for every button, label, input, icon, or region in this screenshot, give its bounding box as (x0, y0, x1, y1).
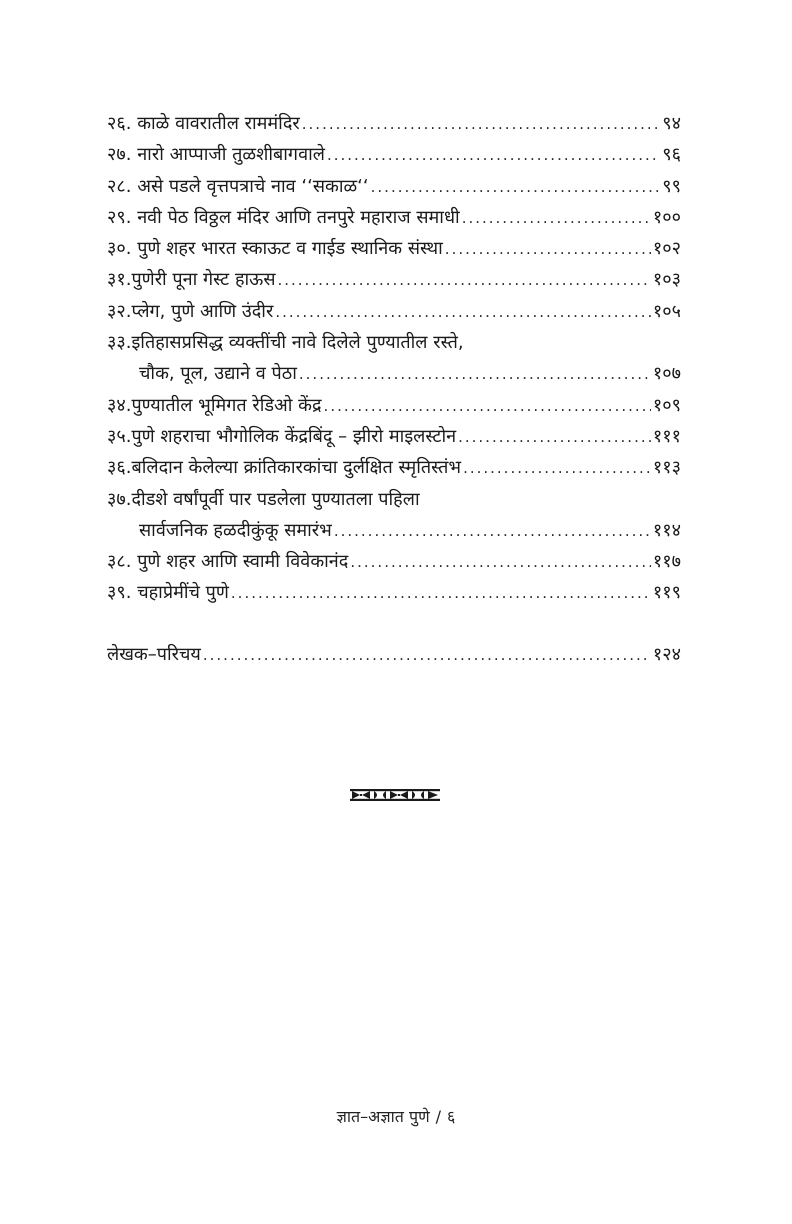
entry-page: १०३ (652, 269, 681, 291)
book-title: ज्ञात–अज्ञात पुणे (336, 1107, 430, 1126)
dot-leader (334, 516, 651, 547)
entry-title: असे पडले वृत्तपत्राचे नाव ‘‘सकाळ‘‘ (137, 175, 369, 197)
dot-leader (463, 453, 651, 484)
entry-title: काळे वावरातील राममंदिर (137, 113, 300, 134)
entry-page: १०७ (652, 363, 681, 385)
toc-entry-35[interactable] (107, 421, 681, 452)
toc-entry-38[interactable] (107, 546, 681, 577)
dot-leader (350, 547, 651, 578)
page-number: ६ (447, 1107, 456, 1126)
entry-title: चहाप्रेमींचे पुणे (137, 582, 229, 604)
dot-leader (462, 203, 651, 234)
dot-leader (302, 109, 661, 140)
dot-leader (231, 578, 651, 609)
dot-leader (277, 265, 650, 296)
entry-number: ३५. (107, 425, 132, 447)
toc-entry-37-continued[interactable] (107, 515, 681, 546)
toc-entry-27[interactable] (107, 139, 681, 170)
dot-leader (445, 234, 651, 265)
entry-page: १०० (652, 206, 681, 228)
entry-page: ९४ (662, 113, 681, 134)
entry-page: १२४ (652, 643, 681, 665)
entry-page: ११४ (652, 519, 681, 541)
table-of-contents (107, 108, 681, 670)
toc-entry-29[interactable] (107, 202, 681, 233)
entry-title-continued: सार्वजनिक हळदीकुंकू समारंभ (139, 519, 332, 541)
entry-number: ३७. (107, 488, 132, 510)
toc-entry-31[interactable] (107, 264, 681, 295)
dot-leader (275, 297, 651, 328)
dot-leader (371, 172, 661, 203)
entry-title: प्लेग, पुणे आणि उंदीर (131, 300, 274, 322)
entry-title: नारो आप्पाजी तुळशीबागवाले (137, 144, 325, 166)
entry-number: ३२. (107, 300, 132, 322)
dot-leader (327, 140, 660, 171)
entry-title-continued: चौक, पूल, उद्याने व पेठा (139, 363, 297, 385)
entry-number: २९. (107, 206, 132, 228)
entry-number: ३४. (107, 394, 132, 416)
entry-number: ३०. (107, 238, 132, 260)
entry-page: ११९ (652, 582, 681, 604)
entry-page: ११३ (652, 457, 681, 479)
entry-number: २६. (107, 113, 132, 134)
entry-number: ३८. (107, 551, 132, 573)
entry-title: पुण्यातील भूमिगत रेडिओ केंद्र (131, 394, 322, 416)
entry-page: ११७ (652, 551, 681, 573)
dot-leader (299, 359, 651, 390)
entry-title: पुणेरी पूना गेस्ट हाऊस (131, 269, 276, 291)
toc-entry-author-intro[interactable] (107, 639, 681, 670)
entry-number: २८. (107, 175, 132, 197)
toc-entry-32[interactable] (107, 296, 681, 327)
entry-number: २७. (107, 144, 132, 166)
decorative-divider-icon (350, 789, 440, 801)
footer-separator: / (435, 1107, 442, 1126)
entry-number: ३६. (107, 457, 132, 479)
toc-entry-39[interactable] (107, 577, 681, 608)
entry-title: पुणे शहराचा भौगोलिक केंद्रबिंदू – झीरो माइलस्टोन (131, 425, 457, 447)
entry-title: बलिदान केलेल्या क्रांतिकारकांचा दुर्लक्षित स्मृतिस्तंभ (131, 457, 462, 479)
page-footer (0, 1105, 792, 1127)
dot-leader (458, 422, 651, 453)
dot-leader (203, 640, 651, 671)
toc-entry-28[interactable] (107, 171, 681, 202)
toc-entry-33[interactable] (107, 327, 681, 358)
toc-entry-30[interactable] (107, 233, 681, 264)
entry-title: पुणे शहर आणि स्वामी विवेकानंद (137, 551, 349, 573)
entry-number: ३१. (107, 269, 132, 291)
entry-page: १०९ (652, 394, 681, 416)
toc-entry-37[interactable] (107, 484, 681, 515)
toc-entry-33-continued[interactable] (107, 358, 681, 389)
toc-entry-34[interactable] (107, 390, 681, 421)
entry-title: पुणे शहर भारत स्काऊट व गाईड स्थानिक संस्था (137, 238, 443, 260)
entry-title: नवी पेठ विठ्ठल मंदिर आणि तनपुरे महाराज समाधी (137, 206, 460, 228)
spacer (107, 609, 681, 639)
toc-entry-36[interactable] (107, 452, 681, 483)
entry-number: ३९. (107, 582, 132, 604)
entry-page: १११ (652, 425, 681, 447)
entry-number: ३३. (107, 332, 132, 354)
entry-page: ९६ (662, 144, 681, 166)
entry-title: दीडशे वर्षांपूर्वी पार पडलेला पुण्यातला पहिला (131, 488, 420, 510)
entry-page: १०५ (652, 300, 681, 322)
entry-title: लेखक–परिचय (107, 643, 201, 665)
entry-page: ९९ (662, 175, 681, 197)
entry-page: १०२ (652, 238, 681, 260)
toc-entry-26[interactable] (107, 108, 681, 139)
dot-leader (324, 391, 651, 422)
entry-title: इतिहासप्रसिद्ध व्यक्तींची नावे दिलेले पुण्यातील रस्ते, (131, 332, 464, 354)
